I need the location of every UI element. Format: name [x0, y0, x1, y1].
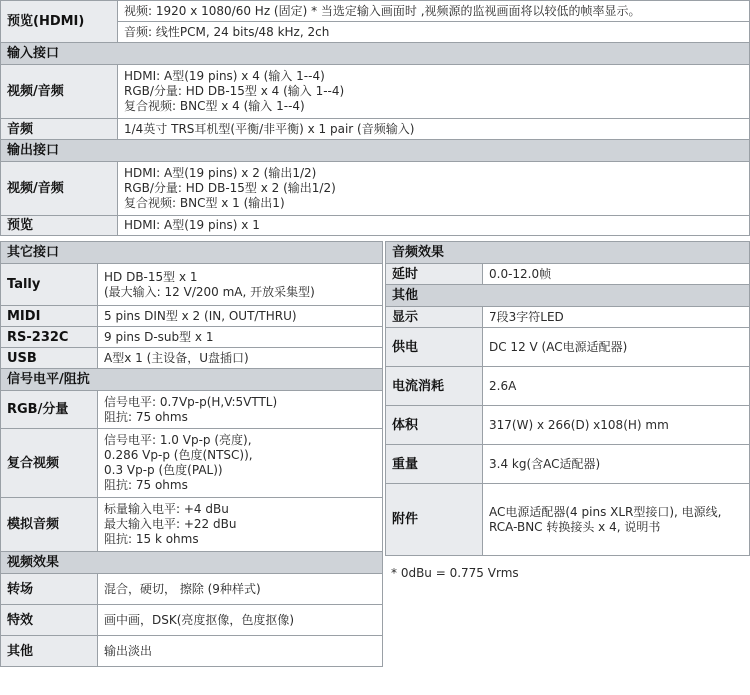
output-av-value [118, 162, 750, 216]
usb-value: A型x 1 (主设备，U盘插口) [98, 348, 383, 369]
current-label: 电流消耗 [386, 367, 483, 406]
input-av-line: 复合视频: BNC型 x 4 (输入 1--4) [124, 99, 305, 113]
accessory-line: AC电源适配器(4 pins XLR型接口), 电源线, [489, 504, 722, 519]
analog-audio-value [98, 498, 383, 552]
usb-label: USB [1, 348, 98, 369]
left-spec-table [0, 241, 383, 667]
audio-effects-title: 音频效果 [386, 242, 750, 264]
power-value: DC 12 V (AC电源适配器) [483, 328, 750, 367]
composite-line: 阻抗: 75 ohms [104, 478, 188, 492]
weight-value: 3.4 kg(含AC适配器) [483, 445, 750, 484]
rs232-label: RS-232C [1, 327, 98, 348]
input-av-line: HDMI: A型(19 pins) x 4 (输入 1--4) [124, 69, 325, 83]
preview-hdmi-audio: 音频: 线性PCM, 24 bits/48 kHz, 2ch [118, 22, 750, 43]
other-ports-title: 其它接口 [1, 242, 383, 264]
current-value: 2.6A [483, 367, 750, 406]
footnote: * 0dBu = 0.775 Vrms [391, 566, 519, 580]
input-audio-label: 音频 [1, 119, 118, 140]
output-av-line: HDMI: A型(19 pins) x 2 (输出1/2) [124, 166, 317, 180]
delay-value: 0.0-12.0帧 [483, 264, 750, 285]
output-av-line: RGB/分量: HD DB-15型 x 2 (输出1/2) [124, 181, 336, 195]
special-effects-label: 特效 [1, 605, 98, 636]
special-effects-value: 画中画，DSK(亮度抠像，色度抠像) [98, 605, 383, 636]
midi-value: 5 pins DIN型 x 2 (IN, OUT/THRU) [98, 306, 383, 327]
input-av-line: RGB/分量: HD DB-15型 x 4 (输入 1--4) [124, 84, 345, 98]
right-spec-table [385, 241, 750, 580]
tally-value [98, 264, 383, 306]
composite-label: 复合视频 [1, 429, 98, 498]
input-av-value [118, 65, 750, 119]
accessory-line: RCA-BNC 转换接头 x 4, 说明书 [489, 519, 661, 534]
weight-label: 重量 [386, 445, 483, 484]
output-av-label: 视频/音频 [1, 162, 118, 216]
composite-line: 0.3 Vp-p (色度(PAL)) [104, 463, 223, 477]
display-value: 7段3字符LED [483, 307, 750, 328]
signal-section-title: 信号电平/阻抗 [1, 369, 383, 391]
input-section-title: 输入接口 [1, 43, 750, 65]
rgb-line: 信号电平: 0.7Vp-p(H,V:5VTTL) [104, 394, 278, 409]
composite-line: 0.286 Vp-p (色度(NTSC)), [104, 448, 253, 462]
preview-hdmi-label: 预览(HDMI) [1, 1, 118, 43]
input-av-label: 视频/音频 [1, 65, 118, 119]
analog-audio-line: 最大输入电平: +22 dBu [104, 517, 237, 531]
analog-audio-line: 标量输入电平: +4 dBu [104, 502, 229, 516]
top-spec-table [0, 0, 750, 236]
rgb-label: RGB/分量 [1, 391, 98, 429]
delay-label: 延时 [386, 264, 483, 285]
composite-value [98, 429, 383, 498]
misc-section-title: 其他 [386, 285, 750, 307]
composite-line: 信号电平: 1.0 Vp-p (亮度), [104, 433, 252, 447]
rgb-value [98, 391, 383, 429]
analog-audio-label: 模拟音频 [1, 498, 98, 552]
accessory-value [483, 484, 750, 556]
tally-line: HD DB-15型 x 1 [104, 269, 198, 284]
tally-label: Tally [1, 264, 98, 306]
output-preview-label: 预览 [1, 216, 118, 236]
preview-hdmi-video: 视频: 1920 x 1080/60 Hz (固定) * 当选定输入画面时 ,视频源的监视画面将以较低的帧率显示。 [118, 1, 750, 22]
volume-label: 体积 [386, 406, 483, 445]
rgb-line: 阻抗: 75 ohms [104, 409, 188, 424]
midi-label: MIDI [1, 306, 98, 327]
output-preview-value: HDMI: A型(19 pins) x 1 [118, 216, 750, 236]
display-label: 显示 [386, 307, 483, 328]
effects-other-value: 输出淡出 [98, 636, 383, 667]
rs232-value: 9 pins D-sub型 x 1 [98, 327, 383, 348]
effects-other-label: 其他 [1, 636, 98, 667]
accessory-label: 附件 [386, 484, 483, 556]
output-av-line: 复合视频: BNC型 x 1 (输出1) [124, 196, 285, 210]
volume-value: 317(W) x 266(D) x108(H) mm [483, 406, 750, 445]
tally-line: (最大输入: 12 V/200 mA, 开放采集型) [104, 284, 315, 299]
power-label: 供电 [386, 328, 483, 367]
transition-label: 转场 [1, 574, 98, 605]
video-effects-title: 视频效果 [1, 552, 383, 574]
transition-value: 混合，硬切， 擦除 (9种样式) [98, 574, 383, 605]
analog-audio-line: 阻抗: 15 k ohms [104, 532, 199, 546]
input-audio-value: 1/4英寸 TRS耳机型(平衡/非平衡) x 1 pair (音频输入) [118, 119, 750, 140]
output-section-title: 输出接口 [1, 140, 750, 162]
